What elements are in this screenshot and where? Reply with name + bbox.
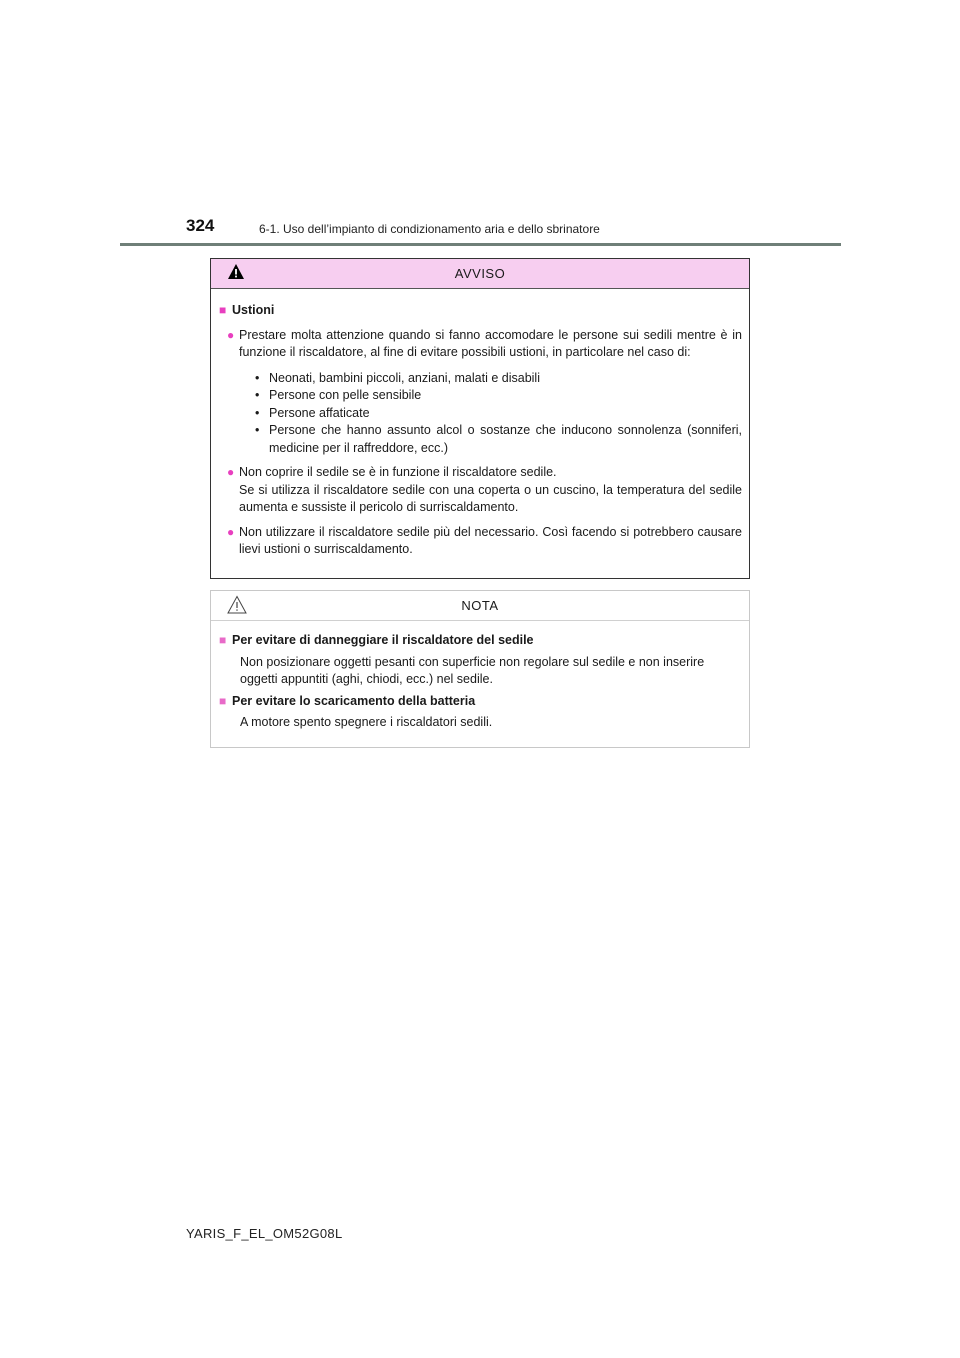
circle-bullet-icon: ● (227, 465, 235, 479)
circle-bullet-icon: ● (227, 524, 235, 539)
warning-point-1-text: Prestare molta attenzione quando si fanno accomodare le persone sui sedili mentre è in funzione il riscaldatore, al fine di evitare possibili ustioni, in particolare nel caso di: (239, 327, 742, 359)
warning-heading (219, 302, 742, 320)
note-title: NOTA (461, 598, 499, 613)
warning-title: AVVISO (454, 266, 506, 281)
list-item-text: Persone con pelle sensibile (269, 388, 422, 402)
list-item: • Neonati, bambini piccoli, anziani, malati e disabili (251, 370, 742, 388)
warning-point-2-line-2: Se si utilizza il riscaldatore sedile con una coperta o un cuscino, la temperatura del sedile aumenta e sussiste il pericolo di surriscaldamento. (239, 482, 742, 514)
square-bullet-icon: ■ (219, 633, 227, 647)
warning-point-2 (219, 464, 742, 517)
list-item: • Persone con pelle sensibile (251, 387, 742, 405)
warning-box (210, 258, 750, 579)
circle-bullet-icon: ● (227, 327, 235, 342)
warning-heading-text: Ustioni (232, 303, 275, 317)
list-item-text: Persone che hanno assunto alcol o sostanze che inducono sonnolenza (sonniferi, medicine per il raffreddore, ecc.) (269, 423, 742, 455)
warning-point-2-line-1: Non coprire il sedile se è in funzione il riscaldatore sedile. (239, 465, 557, 479)
warning-point-3-text: Non utilizzare il riscaldatore sedile più del necessario. Così facendo si potrebbero causare lievi ustioni o surriscaldamento. (239, 524, 742, 556)
note-heading-1 (219, 632, 742, 650)
warning-header (211, 259, 749, 289)
warning-triangle-icon (227, 263, 245, 280)
note-heading-2 (219, 693, 742, 711)
list-item: • Persone che hanno assunto alcol o sostanze che inducono sonnolenza (sonniferi, medicine per il raffreddore, ecc.) (251, 422, 742, 457)
warning-point-1 (219, 327, 742, 362)
note-header (211, 591, 749, 621)
note-box (210, 590, 750, 748)
page-number: 324 (186, 216, 215, 235)
note-heading-1-text: Per evitare di danneggiare il riscaldatore del sedile (232, 633, 534, 647)
note-text-1: Non posizionare oggetti pesanti con superficie non regolare sul sedile e non inserire oggetti appuntiti (aghi, chiodi, ecc.) nel sedile. (240, 654, 705, 686)
list-item-text: Neonati, bambini piccoli, anziani, malati e disabili (269, 370, 540, 385)
note-text-2: A motore spento spegnere i riscaldatori sedili. (240, 715, 493, 729)
square-bullet-icon: ■ (219, 693, 227, 708)
square-bullet-icon: ■ (219, 303, 227, 317)
section-title: 6-1. Uso dell’impianto di condizionamento aria e dello sbrinatore (259, 222, 600, 236)
caution-triangle-icon (227, 595, 247, 614)
list-item: • Persone affaticate (251, 405, 742, 423)
warning-bullet-list (251, 370, 742, 458)
header-rule (120, 243, 841, 246)
warning-point-3 (219, 524, 742, 559)
footer-code: YARIS_F_EL_OM52G08L (186, 1226, 343, 1241)
note-heading-2-text: Per evitare lo scaricamento della batteria (232, 693, 476, 708)
list-item-text: Persone affaticate (269, 405, 370, 420)
